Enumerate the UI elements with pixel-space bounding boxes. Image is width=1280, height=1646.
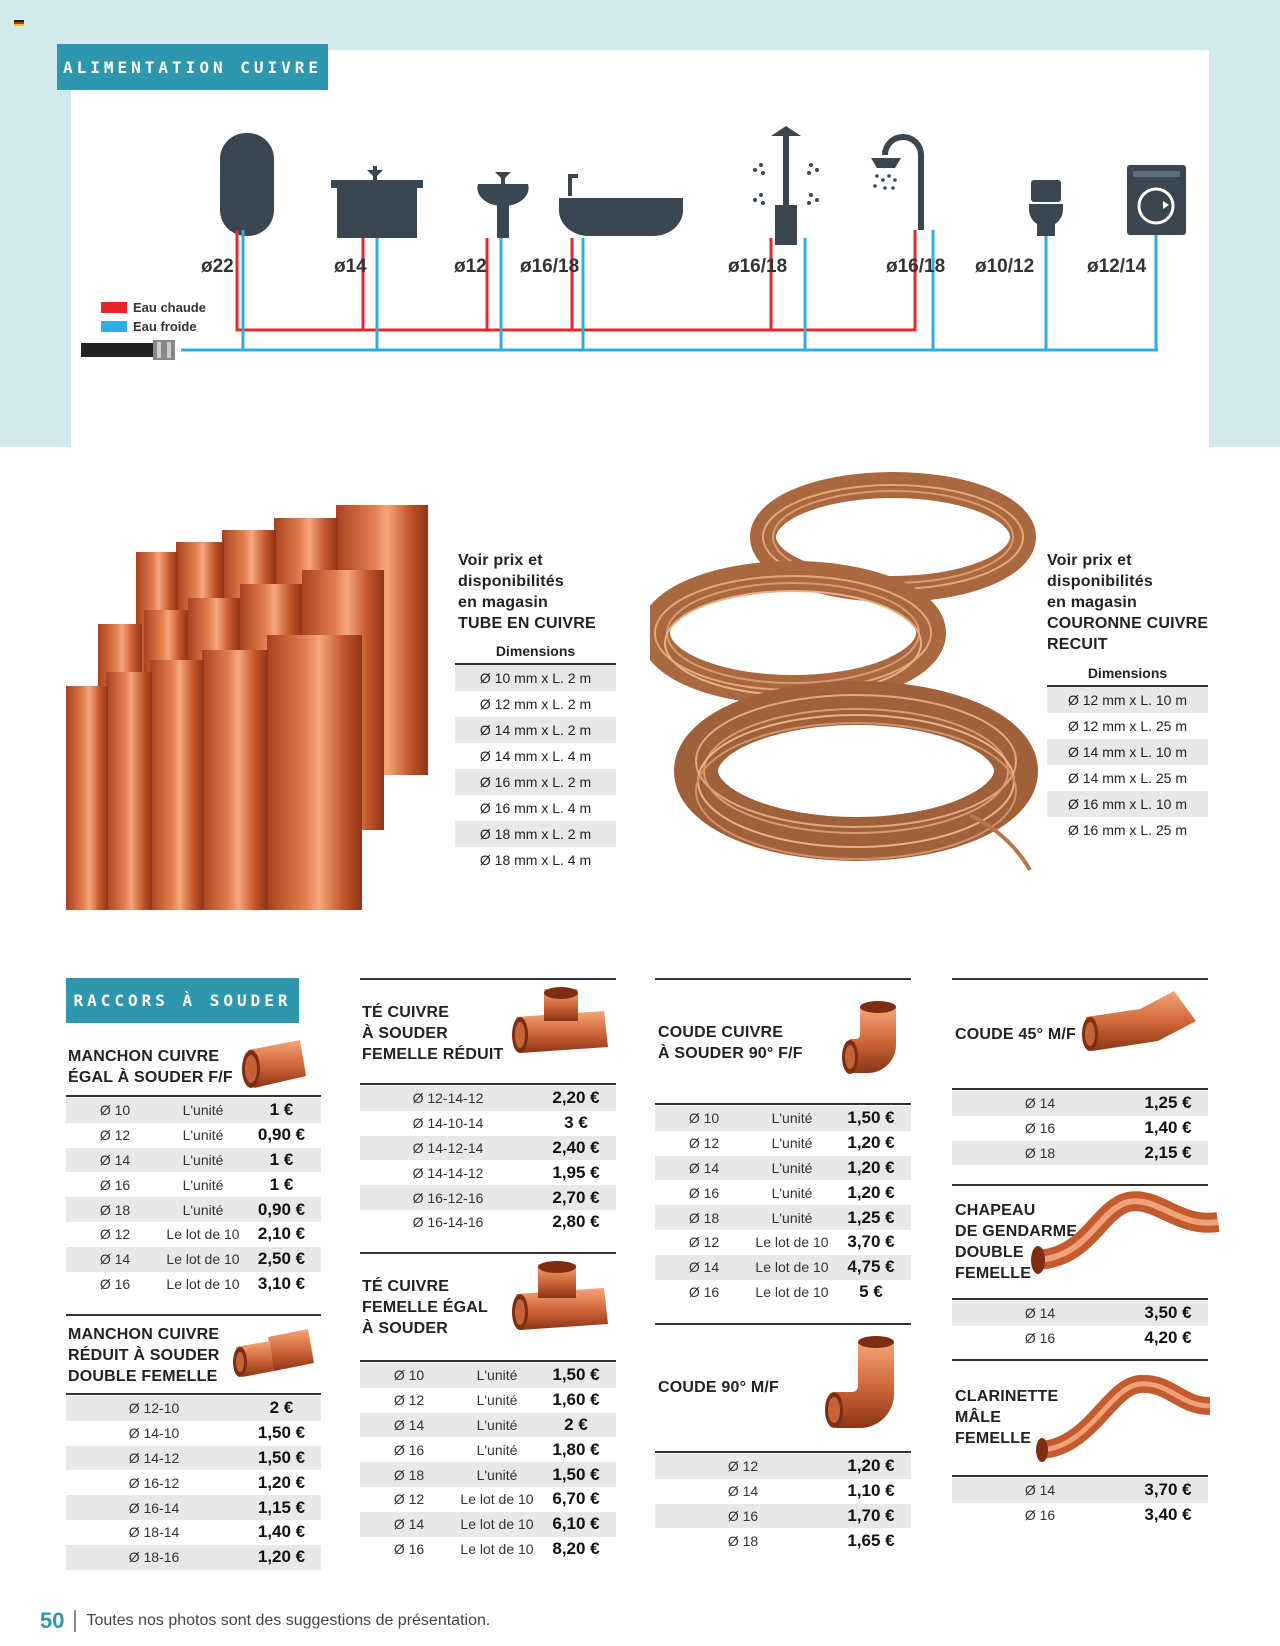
table-row: Ø 14 3,70 € <box>952 1478 1208 1503</box>
table-row: Ø 12 Le lot de 10 6,70 € <box>393 1489 600 1509</box>
table-row: Ø 14-12-14 2,40 € <box>360 1136 616 1161</box>
table-row: Ø 12 Le lot de 10 2,10 € <box>99 1224 306 1244</box>
table-row: Ø 18 L'unité 1,25 € <box>655 1205 911 1230</box>
table-row: Ø 18 1,65 € <box>727 1530 895 1550</box>
manchon-egal-title: MANCHON CUIVRE ÉGAL À SOUDER F/F <box>68 1048 233 1086</box>
shower-head-icon <box>871 137 921 230</box>
manchon-reduit-table <box>66 1396 321 1570</box>
diagram-label-1: ø22 <box>201 256 234 277</box>
te-reduit-title: TÉ CUIVRE À SOUDER FEMELLE RÉDUIT <box>362 1004 504 1063</box>
tube-dim-row: Ø 14 mm x L. 4 m <box>479 748 592 764</box>
supply-pipe-icon <box>81 340 175 360</box>
table-row: Ø 12 L'unité 1,60 € <box>393 1390 600 1410</box>
divider <box>66 1314 321 1316</box>
table-row: Ø 14 L'unité 1,20 € <box>655 1156 911 1181</box>
table-row: Ø 16 Le lot de 10 8,20 € <box>393 1538 600 1558</box>
divider <box>655 1323 911 1325</box>
couronne-dim-row: Ø 16 mm x L. 10 m <box>1047 791 1208 817</box>
tube-dim-row: Ø 12 mm x L. 2 m <box>479 696 592 712</box>
divider <box>655 1451 911 1453</box>
table-row: Ø 16 1,70 € <box>655 1504 911 1529</box>
clarinette-title: CLARINETTE MÂLE FEMELLE <box>955 1388 1059 1447</box>
table-row: Ø 18 L'unité 0,90 € <box>66 1197 321 1222</box>
chapeau-table <box>952 1301 1208 1351</box>
table-row: Ø 18 2,15 € <box>952 1141 1208 1166</box>
diagram-label-2: ø14 <box>334 256 367 277</box>
divider <box>360 1360 616 1362</box>
divider <box>360 1083 616 1085</box>
divider <box>952 978 1208 980</box>
plumbing-diagram <box>71 110 1201 385</box>
coude-90mf-title: COUDE 90° M/F <box>658 1379 780 1396</box>
table-row: Ø 14 Le lot de 10 2,50 € <box>66 1247 321 1272</box>
couronne-dim-row: Ø 12 mm x L. 10 m <box>1047 687 1208 713</box>
te-reduit-table <box>360 1086 616 1235</box>
table-row: Ø 14-10 1,50 € <box>128 1423 306 1443</box>
divider <box>655 1103 911 1105</box>
table-row: Ø 16-14 1,15 € <box>66 1495 321 1520</box>
reducer-coupling-icon <box>228 1325 318 1387</box>
legend-hot-swatch <box>101 302 127 313</box>
tube-dim-row: Ø 16 mm x L. 2 m <box>455 769 616 795</box>
shower-column-icon <box>753 126 819 245</box>
bathtub-icon <box>559 174 683 236</box>
elbow-90-ff-icon <box>830 995 910 1085</box>
diagram-label-7: ø10/12 <box>975 256 1035 277</box>
footer-separator <box>74 1610 76 1632</box>
clarinet-fitting-icon <box>1030 1362 1220 1472</box>
divider <box>66 1095 321 1097</box>
page-number: 50 <box>40 1608 65 1633</box>
coude-45-title: COUDE 45° M/F <box>955 1026 1077 1043</box>
table-row: Ø 16 Le lot de 10 3,10 € <box>99 1273 306 1293</box>
divider <box>952 1184 1208 1186</box>
washbasin-icon <box>477 172 528 238</box>
coude-45-table <box>952 1091 1208 1165</box>
legend-cold-swatch <box>101 321 127 332</box>
couronne-dim-header: Dimensions <box>1047 662 1208 687</box>
table-row: Ø 10 L'unité 1,50 € <box>360 1363 616 1388</box>
divider <box>952 1475 1208 1477</box>
tube-dim-header: Dimensions <box>455 640 616 665</box>
table-row: Ø 18-14 1,40 € <box>128 1522 306 1542</box>
copper-tubes-image <box>62 500 442 912</box>
section-title-raccords: RACCORS À SOUDER <box>66 978 299 1023</box>
te-egal-title: TÉ CUIVRE FEMELLE ÉGAL À SOUDER <box>362 1278 488 1337</box>
table-row: Ø 12 Le lot de 10 3,70 € <box>688 1232 895 1252</box>
table-row: Ø 14 1,10 € <box>727 1481 895 1501</box>
couronne-dim-row: Ø 14 mm x L. 25 m <box>1067 770 1188 786</box>
table-row: Ø 16 L'unité 1 € <box>99 1174 294 1194</box>
table-row: Ø 12-14-12 2,20 € <box>360 1086 616 1111</box>
tube-dim-row: Ø 18 mm x L. 2 m <box>455 821 616 847</box>
coude-90mf-table <box>655 1454 911 1553</box>
table-row: Ø 12 L'unité 0,90 € <box>99 1125 306 1145</box>
tube-dim-row: Ø 16 mm x L. 4 m <box>479 800 592 816</box>
table-row: Ø 16 L'unité 1,80 € <box>393 1439 600 1459</box>
clarinette-table <box>952 1478 1208 1528</box>
divider <box>66 1393 321 1395</box>
washing-machine-icon <box>1127 165 1186 235</box>
table-row: Ø 12 1,20 € <box>655 1454 911 1479</box>
divider <box>952 1088 1208 1090</box>
table-row: Ø 16 4,20 € <box>1024 1328 1192 1348</box>
divider <box>360 1252 616 1254</box>
table-row: Ø 16-12 1,20 € <box>128 1472 306 1492</box>
table-row: Ø 14 L'unité 1 € <box>66 1148 321 1173</box>
divider <box>655 978 911 980</box>
coude-90ff-table <box>655 1106 911 1304</box>
elbow-90-mf-icon <box>812 1334 912 1444</box>
table-row: Ø 18 L'unité 1,50 € <box>360 1462 616 1487</box>
coupling-icon <box>236 1032 316 1094</box>
table-row: Ø 16 3,40 € <box>1024 1505 1192 1525</box>
sink-icon <box>331 166 423 238</box>
manchon-egal-table <box>66 1098 321 1296</box>
flag-icon <box>14 20 24 26</box>
diagram-label-5: ø16/18 <box>728 256 788 277</box>
table-row: Ø 18-16 1,20 € <box>66 1545 321 1570</box>
table-row: Ø 14-12 1,50 € <box>66 1446 321 1471</box>
table-row: Ø 12 L'unité 1,20 € <box>688 1133 895 1153</box>
tube-dim-row: Ø 18 mm x L. 4 m <box>479 852 592 868</box>
tube-dim-row: Ø 14 mm x L. 2 m <box>455 717 616 743</box>
table-row: Ø 16 1,40 € <box>1024 1118 1192 1138</box>
table-row: Ø 14 Le lot de 10 6,10 € <box>360 1512 616 1537</box>
table-row: Ø 14 L'unité 2 € <box>360 1413 616 1438</box>
footer-text: Toutes nos photos sont des suggestions de présentation. <box>86 1612 491 1629</box>
copper-coil-image <box>650 465 1050 950</box>
table-row: Ø 10 L'unité 1,50 € <box>655 1106 911 1131</box>
divider <box>952 1359 1208 1361</box>
couronne-dim-row: Ø 12 mm x L. 25 m <box>1067 718 1188 734</box>
diagram-label-4: ø16/18 <box>520 256 580 277</box>
diagram-legend <box>101 300 206 334</box>
table-row: Ø 14-14-12 1,95 € <box>412 1162 600 1182</box>
couronne-dim-row: Ø 14 mm x L. 10 m <box>1047 739 1208 765</box>
coude-90ff-title: COUDE CUIVRE À SOUDER 90° F/F <box>658 1024 803 1062</box>
diagram-label-3: ø12 <box>454 256 487 277</box>
legend-hot: Eau chaude <box>101 300 206 315</box>
couronne-dimensions-table <box>1047 662 1208 843</box>
table-row: Ø 14-10-14 3 € <box>412 1113 588 1133</box>
section-title-alimentation: ALIMENTATION CUIVRE <box>57 44 328 90</box>
couronne-title: COURONNE CUIVRE <box>1047 615 1209 632</box>
divider <box>952 1298 1208 1300</box>
diagram-label-6: ø16/18 <box>886 256 946 277</box>
couronne-note: Voir prix et disponibilités en magasin COURONNE CUIVRE RECUIT <box>1047 550 1237 655</box>
tube-title: TUBE EN CUIVRE <box>458 615 596 632</box>
chapeau-title: CHAPEAU DE GENDARME DOUBLE FEMELLE <box>955 1202 1078 1282</box>
tube-dimensions-table <box>455 640 616 873</box>
water-heater-icon <box>220 133 274 236</box>
legend-cold: Eau froide <box>101 319 206 334</box>
table-row: Ø 16-12-16 2,70 € <box>360 1185 616 1210</box>
table-row: Ø 16-14-16 2,80 € <box>412 1212 600 1232</box>
diagram-label-8: ø12/14 <box>1087 256 1147 277</box>
divider <box>360 978 616 980</box>
table-row: Ø 16 L'unité 1,20 € <box>688 1182 895 1202</box>
table-row: Ø 16 Le lot de 10 5 € <box>688 1281 883 1301</box>
couronne-dim-row: Ø 16 mm x L. 25 m <box>1067 822 1188 838</box>
table-row: Ø 14 3,50 € <box>952 1301 1208 1326</box>
crossover-icon <box>1028 1188 1228 1298</box>
tube-note: Voir prix et disponibilités en magasin TUBE EN CUIVRE <box>458 550 628 634</box>
manchon-reduit-title: MANCHON CUIVRE RÉDUIT À SOUDER DOUBLE FEMELLE <box>68 1326 220 1385</box>
table-row: Ø 14 1,25 € <box>952 1091 1208 1116</box>
tee-equal-icon <box>506 1258 616 1343</box>
te-egal-table <box>360 1363 616 1561</box>
footer <box>40 1608 490 1634</box>
tee-reducer-icon <box>506 985 616 1065</box>
tube-dim-row: Ø 10 mm x L. 2 m <box>455 665 616 691</box>
toilet-icon <box>1029 180 1063 236</box>
table-row: Ø 12-10 2 € <box>66 1396 321 1421</box>
elbow-45-icon <box>1078 985 1208 1070</box>
table-row: Ø 14 Le lot de 10 4,75 € <box>655 1255 911 1280</box>
table-row: Ø 10 L'unité 1 € <box>66 1098 321 1123</box>
